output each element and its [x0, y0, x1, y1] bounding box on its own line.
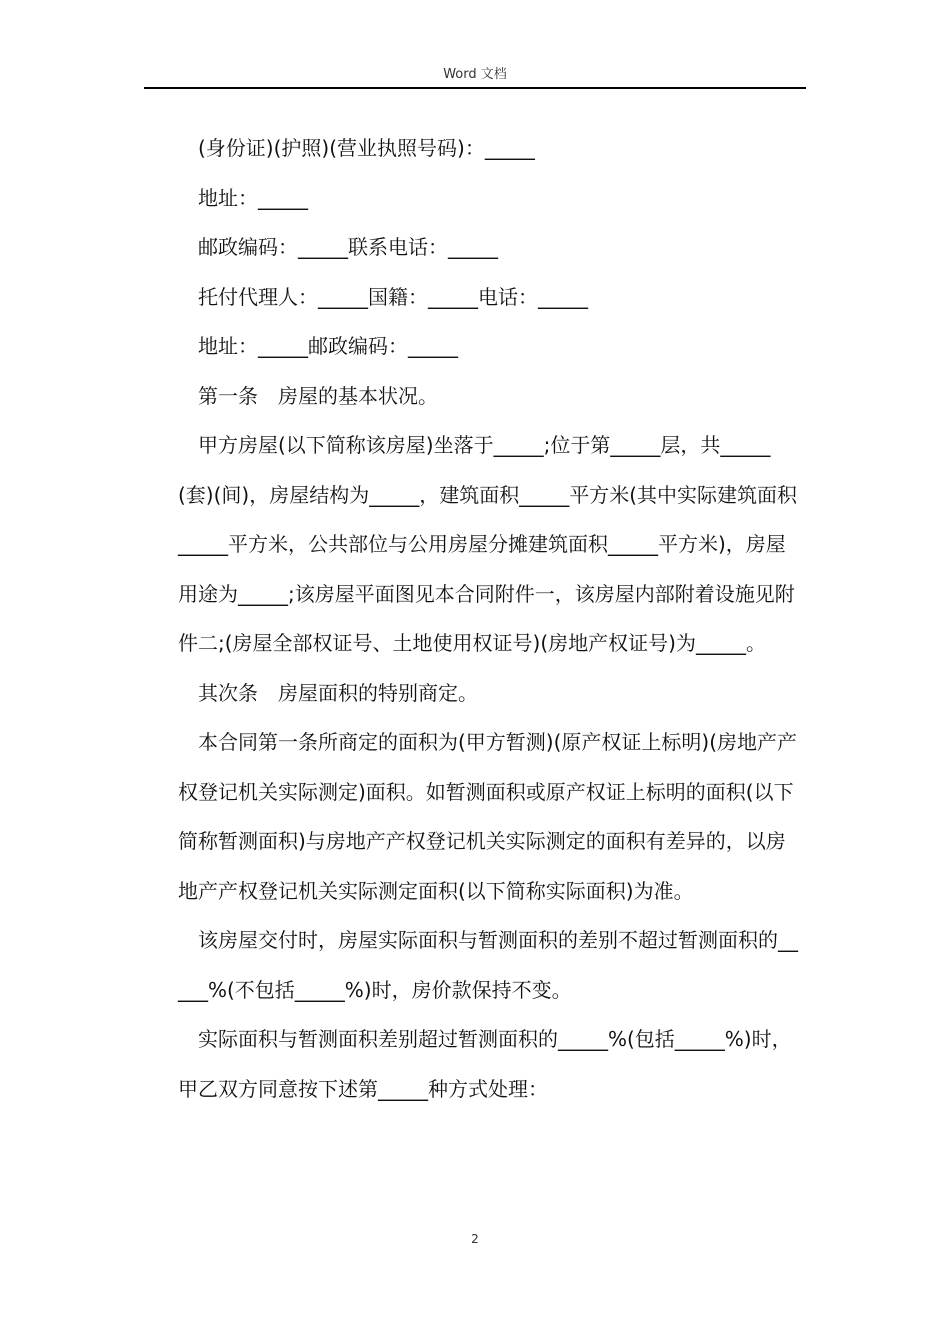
article-1-body: 甲方房屋(以下简称该房屋)坐落于_____;位于第_____层，共_____(套)(间)，房屋结构为_____，建筑面积_____平方米(其中实际建筑面积_____平方米，公共部位与公用房屋分摊建筑面积_____平方米)，房屋用途为_____;该房屋平面图见本合同附件一，该房屋内部附着设施见附件二;(房屋全部权证号、土地使用权证号)(房地产权证号)为_____。: [178, 433, 798, 655]
paragraph-agent-address: 地址：_____邮政编码：_____: [198, 334, 458, 358]
paragraph-address: 地址：_____: [198, 185, 308, 210]
page-number: 2: [471, 1232, 479, 1246]
document-body: [178, 124, 804, 1114]
paragraph-postcode-phone: 邮政编码：_____联系电话：_____: [198, 235, 498, 259]
area-exceed-clause: 实际面积与暂测面积差别超过暂测面积的_____%(包括_____%)时，甲乙双方同意按下述第_____种方式处理：: [178, 1027, 792, 1101]
paragraph-agent: 托付代理人：_____国籍：_____电话：_____: [198, 284, 588, 309]
paragraph-id-number: (身份证)(护照)(营业执照号码)：_____: [198, 136, 535, 160]
article-2-body: 本合同第一条所商定的面积为(甲方暂测)(原产权证上标明)(房地产产权登记机关实际测定)面积。如暂测面积或原产权证上标明的面积(以下简称暂测面积)与房地产产权登记机关实际测定的面积有差异的，以房地产产权登记机关实际测定面积(以下简称实际面积)为准。: [178, 730, 798, 903]
area-difference-clause: 该房屋交付时，房屋实际面积与暂测面积的差别不超过暂测面积的_____%(不包括_____%)时，房价款保持不变。: [178, 928, 798, 1002]
page-header: Word 文档: [443, 67, 507, 82]
article-1-heading: 第一条 房屋的基本状况。: [198, 383, 438, 408]
article-2-heading: 其次条 房屋面积的特别商定。: [198, 680, 478, 705]
header-divider: [144, 87, 806, 89]
